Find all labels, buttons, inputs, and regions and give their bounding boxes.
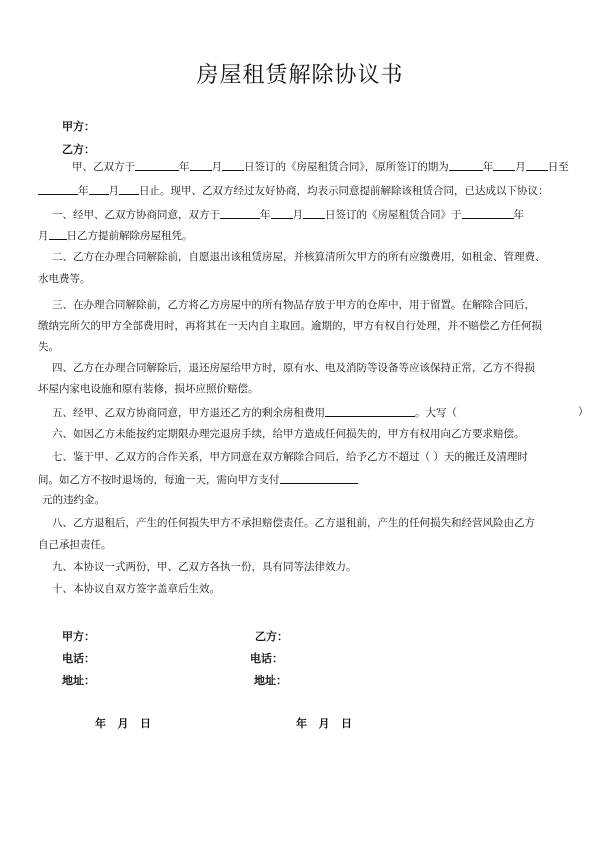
clause-3-line-2: 缴纳完所欠的甲方全部费用时，再将其在一天内自主取回。逾期的，甲方有权自行处理，并不赔偿乙方任何损: [38, 320, 542, 332]
sign-phone-a-label: 电话：: [62, 652, 95, 665]
clause-10: 十、本协议自双方签字盖章后生效。: [52, 583, 220, 595]
clause-3-line-1: 三、在办理合同解除前，乙方将乙方房屋中的所有物品存放于甲方的仓库中，用于留置。在解除合同后，: [52, 299, 535, 311]
document-title: 房屋租赁解除协议书: [196, 63, 404, 88]
clause-1-line-2: 月 日乙方提前解除房屋租凭。: [38, 230, 193, 242]
clause-1-line-1: 一、经甲、乙双方协商同意，双方于 年 月 日签订的《房屋租赁合同》于 年: [52, 209, 524, 221]
clause-2-line-1: 二、乙方在办理合同解除前，自愿退出该租赁房屋，并核算清所欠甲方的所有应缴费用，如租金、管理费、: [52, 251, 546, 263]
blank: [190, 160, 212, 171]
sign-phone-b-label: 电话：: [250, 652, 283, 665]
clause-7-line-2: 间。如乙方不按时退场的，每逾一天，需向甲方支付: [38, 473, 358, 486]
sign-party-a-label: 甲方：: [62, 630, 95, 643]
blank: [280, 473, 358, 484]
sign-date-a: 年 月 日: [95, 717, 151, 730]
clause-4-line-1: 四、乙方在办理合同解除后，退还房屋给甲方时，原有水、电及消防等设备等应该保持正常，乙方不得损: [52, 362, 535, 374]
blank: [38, 184, 78, 195]
blank: [493, 160, 515, 171]
clause-7-line-1: 七、鉴于甲、乙双方的合作关系，甲方同意在双方解除合同后，给予乙方不超过（ ）天的搬迁及清理时: [52, 451, 528, 463]
clause-8-line-1: 八、乙方退租后，产生的任何损失甲方不承担赔偿责任。乙方退租前，产生的任何损失和经营风险由乙方: [52, 517, 535, 529]
intro-line-1: 甲、乙双方于 年 月 日签订的《房屋租赁合同》，原所签订的期为 年 月 日至: [72, 161, 569, 173]
intro-line-2: 年 月 日止。现甲、乙双方经过友好协商，均表示同意提前解除该租赁合同，已达成以下协议：: [38, 184, 549, 197]
blank: [220, 208, 260, 219]
clause-3-line-3: 失。: [38, 341, 59, 353]
blank: [271, 208, 293, 219]
blank: [222, 160, 244, 171]
blank: [462, 208, 514, 219]
blank: [119, 184, 139, 195]
blank: [89, 184, 109, 195]
clause-9: 九、本协议一式两份，甲、乙双方各执一份，具有同等法律效力。: [52, 561, 357, 573]
clause-4-line-2: 坏屋内家电设施和原有装修，损坏应照价赔偿。: [38, 383, 259, 395]
clause-6: 六、如因乙方未能按约定期限办理完退房手续，给甲方造成任何损失的，甲方有权用向乙方要求赔偿。: [52, 428, 525, 440]
blank: [325, 406, 415, 417]
clause-5-close-paren: ）: [578, 406, 589, 418]
party-a-label: 甲方：: [62, 120, 95, 133]
sign-party-b-label: 乙方：: [255, 630, 288, 643]
clause-2-line-2: 水电费等。: [38, 273, 91, 285]
blank: [449, 160, 483, 171]
party-b-label: 乙方：: [62, 143, 95, 156]
clause-7-line-3: 元的违约金。: [42, 494, 105, 506]
sign-address-a-label: 地址：: [62, 674, 95, 687]
blank: [135, 160, 179, 171]
blank: [303, 208, 325, 219]
clause-8-line-2: 自己承担责任。: [38, 539, 112, 551]
clause-5: 五、经甲、乙双方协商同意，甲方退还乙方的剩余房租费用 。大写（: [52, 407, 457, 419]
blank: [526, 160, 548, 171]
blank: [49, 229, 67, 240]
sign-date-b: 年 月 日: [296, 717, 352, 730]
sign-address-b-label: 地址：: [254, 674, 287, 687]
